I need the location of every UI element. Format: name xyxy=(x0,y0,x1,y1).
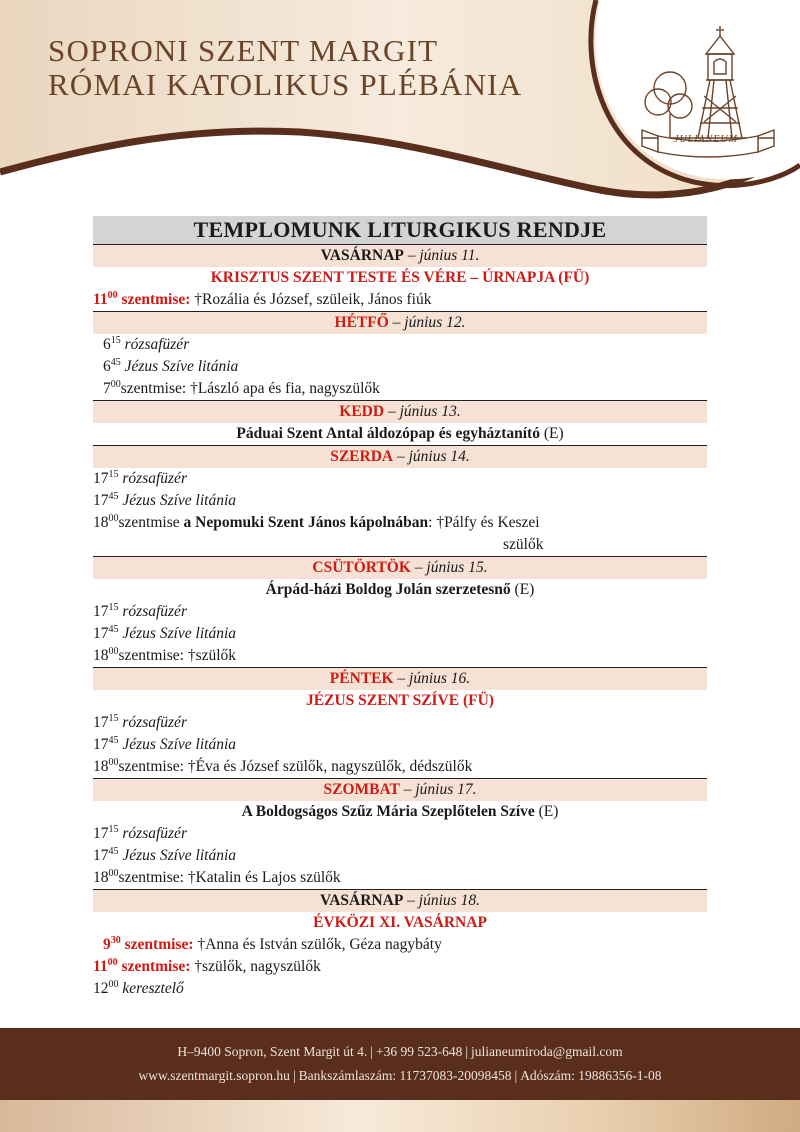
day-name: HÉTFŐ xyxy=(334,314,389,331)
footer-phone[interactable]: +36 99 523-648 xyxy=(375,1044,463,1059)
schedule-entry: $17^{15}$ rózsafüzér xyxy=(93,713,187,731)
feast-title: A Boldogságos Szűz Mária Szeplőtelen Szíve (E) xyxy=(241,803,559,820)
day-name: SZOMBAT xyxy=(323,781,400,798)
day-date: június 18. xyxy=(418,892,480,909)
footer-website[interactable]: www.szentmargit.sopron.hu xyxy=(138,1068,290,1083)
schedule-entry: $17^{15}$ rózsafüzér xyxy=(93,602,187,620)
parish-title-line1: SOPRONI SZENT MARGIT xyxy=(48,33,439,68)
parish-title xyxy=(48,34,522,102)
logo-text: JULIANEUM xyxy=(674,134,738,145)
feast-title: Páduai Szent Antal áldozópap és egyháztanító (E) xyxy=(93,423,707,446)
liturgy-schedule xyxy=(93,216,707,1000)
schedule-entry: $6^{45}$ Jézus Szíve litánia xyxy=(103,357,239,375)
day-header: PÉNTEK – június 16. xyxy=(93,668,707,690)
footer-decorative-strip xyxy=(0,1100,800,1132)
mass-entry: $11^{00}$ szentmise: †szülők, nagyszülők xyxy=(93,957,321,975)
footer-info-line: www.szentmargit.sopron.hu | Bankszámlaszám: 11737083-20098458 | Adószám: 19886356-1-08 xyxy=(138,1068,662,1083)
schedule-entry: $17^{15}$ rózsafüzér xyxy=(93,824,187,842)
day-header: VASÁRNAP – június 18. xyxy=(93,890,707,912)
feast-title: JÉZUS SZENT SZÍVE (FÜ) xyxy=(306,692,494,709)
mass-entry: $7^{00}szentmise$: †László apa és fia, nagyszülők xyxy=(93,378,707,401)
mass-entry: $18^{00}szentmise$: †Katalin és Lajos szülők xyxy=(93,867,707,890)
mass-entry: $18^{00}szentmise$: †Éva és József szülők, nagyszülők, dédszülők xyxy=(93,756,707,779)
feast-title: KRISZTUS SZENT TESTE ÉS VÉRE – ÚRNAPJA (FÜ) xyxy=(210,269,590,286)
day-header: SZOMBAT – június 17. xyxy=(93,779,707,801)
schedule-entry: $6^{15}$ rózsafüzér xyxy=(103,335,190,353)
mass-entry-continued: szülők xyxy=(93,534,707,557)
schedule-entry: $12^{00}$ keresztelő xyxy=(93,979,184,997)
day-header: HÉTFŐ – június 12. xyxy=(93,312,707,334)
schedule-title: TEMPLOMUNK LITURGIKUS RENDJE xyxy=(93,216,707,245)
feast-title: ÉVKÖZI XI. VASÁRNAP xyxy=(313,914,487,931)
parish-title-line2: RÓMAI KATOLIKUS PLÉBÁNIA xyxy=(48,67,523,102)
mass-entry: $9^{30}$ szentmise: †Anna és István szülők, Géza nagybáty xyxy=(103,935,442,953)
day-name: SZERDA xyxy=(330,448,394,465)
footer xyxy=(0,1028,800,1100)
day-date: június 14. xyxy=(408,448,470,465)
day-date: június 13. xyxy=(399,403,461,420)
schedule-entry: $17^{15}$ rózsafüzér xyxy=(93,469,187,487)
mass-entry: $18^{00}szentmise$ a Nepomuki Szent János kápolnában: †Pálfy és Keszei xyxy=(93,513,540,531)
day-date: június 15. xyxy=(426,559,488,576)
day-date: június 16. xyxy=(409,670,471,687)
day-header: KEDD – június 13. xyxy=(93,401,707,423)
day-name: VASÁRNAP xyxy=(320,892,404,909)
footer-bank-account: Bankszámlaszám: 11737083-20098458 xyxy=(298,1068,512,1083)
mass-entry: $11^{00}$ szentmise: †Rozália és József, szüleik, János fiúk xyxy=(93,289,707,312)
day-date: június 11. xyxy=(419,247,480,264)
day-name: VASÁRNAP xyxy=(320,247,404,264)
footer-email[interactable]: julianeumiroda@gmail.com xyxy=(471,1044,623,1059)
day-date: június 12. xyxy=(404,314,466,331)
day-header: SZERDA – június 14. xyxy=(93,446,707,468)
footer-address: H–9400 Sopron, Szent Margit út 4. xyxy=(177,1044,368,1059)
schedule-entry: $17^{45}$ Jézus Szíve litánia xyxy=(93,624,237,642)
footer-tax-number: Adószám: 19886356-1-08 xyxy=(520,1068,662,1083)
schedule-entry: $17^{45}$ Jézus Szíve litánia xyxy=(93,846,237,864)
footer-contact-line: H–9400 Sopron, Szent Margit út 4. | +36 99 523-648 | julianeumiroda@gmail.com xyxy=(177,1044,623,1059)
day-header: CSÜTÖRTÖK – június 15. xyxy=(93,557,707,579)
schedule-entry: $17^{45}$ Jézus Szíve litánia xyxy=(93,491,237,509)
feast-title: Árpád-házi Boldog Jolán szerzetesnő (E) xyxy=(265,581,535,598)
bell-tower-logo-icon xyxy=(628,18,788,168)
day-header: VASÁRNAP – június 11. xyxy=(93,245,707,267)
schedule-entry: $17^{45}$ Jézus Szíve litánia xyxy=(93,735,237,753)
day-name: PÉNTEK xyxy=(329,670,394,687)
day-date: június 17. xyxy=(415,781,477,798)
mass-entry: $18^{00}szentmise$: †szülők xyxy=(93,645,707,668)
day-name: CSÜTÖRTÖK xyxy=(312,559,411,576)
day-name: KEDD xyxy=(339,403,385,420)
